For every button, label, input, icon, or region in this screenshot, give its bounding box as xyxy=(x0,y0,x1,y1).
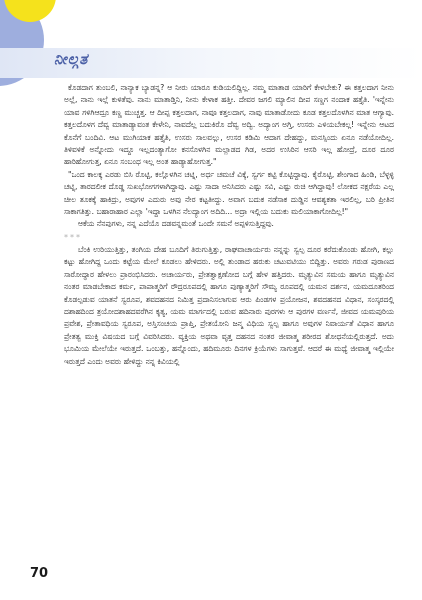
section-break: *** xyxy=(64,232,82,242)
body-section-before-break xyxy=(64,82,394,231)
body-paragraph: ಬೆಂಕಿ ಉರಿಯುತ್ತಿತ್ತು, ತಂಗಿಯ ದೇಹ ಬೂದಿಗೆ ತಿರುಗುತ್ತಿತ್ತು, ರಾಘವಾಚಾರ್ಯರು ನನ್ನನ್ನು ಸ್ವಲ್ಪ ದೂರ ಕರೆದುಕೊಂಡು ಹೋಗಿ, ಕಲ್ಲು ಕಟ್ಟು ಹೋಗಿದ್ದ ಒಂದು ಕಟ್ಟೆಯ ಮೇಲೆ ಕೂಡಲು ಹೇಳಿದರು. ಅಲ್ಲಿ ತುಂಡಾದ ಹರುಕು ಚಟುವಟಿಯು ಬಿದ್ದಿತ್ತು. ಅವರು ಗರುಡ ಪುರಾಣದ ಸಾರೋದ್ಧಾರ ಹೇಳಲು ಪ್ರಾರಂಭಿಸಿದರು. ಅಚಾರ್ಯರು, ಪ್ರೇತತ್ವಾಕ್ಷಣೋದ ಬಗ್ಗೆ ಹೇಳ ಹತ್ತಿದರು. ಮೃತ್ಯುವಿನ ಸಮಯ ಹಾಗೂ ಮೃತ್ಯುವಿನ ನಂತರ ಮಾಡಬೇಕಾದ ಕರ್ಮ, ಪಾಪಾತ್ಮರಿಗೆ ರೌದ್ರರೂಪದಲ್ಲಿ ಹಾಗೂ ಪುಣ್ಯಾತ್ಮರಿಗೆ ಸೌಮ್ಯ ರೂಪದಲ್ಲಿ ಯಮನ ದರ್ಶನ, ಯಮದೂತರಿಂದ ಕೊಡಲ್ಪಡುವ ಯಾತನೆ ಸ್ವರೂಪ, ಶವದಹನದ ನಿಮಿತ್ತ ಪ್ರದಾನಿಸಲಾಗುವ ಆರು ಪಿಂಡಗಳ ಪ್ರಯೋಜನ, ಶವದಹನದ ವಿಧಾನ, ಸಂಸ್ಕರದಲ್ಲಿ ದಶಾಹದಿಂದ ತ್ರಯೋದಶಾಹದವರೆಗಿನ ಕೃತ್ಯ, ಯಮ ಮಾರ್ಗದಲ್ಲಿ ಬರುವ ಹದಿನಾರು ಪುರಗಳು ಆ ಪುರಗಳ ವರ್ಣನೆ, ಜೀವದ ಯಮಪುರಿಯ ಪ್ರವೇಶ, ಪ್ರೇತಾವಧಿಯ ಸ್ವರೂಪ, ಅಸ್ತಿಸಂಚಯ ಪ್ರಾಪ್ತಿ, ಪ್ರೇತಯೋನಿ ಜನ್ಮ ವಿಧಿಯ ಸ್ವಲ್ಪ ಹಾಗೂ ಅವುಗಳ ನಿವಾರ್ಯತೆ ವಿಧಾನ ಹಾಗೂ ಪ್ರೇತತ್ವ ಮುಕ್ತಿ ವಿಷಯದ ಬಗ್ಗೆ ವಿವರಿಸಿದರು. ವ್ಯಕ್ತಿಯ ಅಥವಾ ವೃತ್ತ ದಹನದ ನಂತರ ಜೀವಾತ್ಮ ಶರೀರದ ಶೋಧನೆಯಲ್ಲಿರುತ್ತದೆ. ಅದು ಭೂಮಿಯ ಮೇಲೆಯೇ ಇರುತ್ತದೆ. ಒಂಬತ್ತು, ಹನ್ನೊಂದು, ಹದಿಮೂರು ದಿನಗಳ ಕ್ರಿಯೆಗಳು ಸಾಗುತ್ತವೆ. ಆದರೆ ಈ ಮಧ್ಯೆ ಜೀವಾತ್ಮ ಇಲ್ಲಿಯೇ ಇರುತ್ತದೆ ಎಂದು ಅವರು ಹೇಳಿದ್ದು ನನ್ನ ಕಿವಿಯಲ್ಲಿ xyxy=(64,244,394,366)
body-paragraph: "ಒಂದ ಕಾಲಕ್ಕ ಎರಡು ಬಿಸಿ ರೊಟ್ಟಿ, ಕಲ್ಲೊಳಗಿನ ಚಟ್ನಿ, ಅರ್ಧ ಚಮಚೆ ವಿಕ್ಕೆ, ಸ್ವರ್ಗ ಕಟ್ಟಿ ಕೊಟ್ಟಿದ್ದಾವು. ಕೈರೊಟ್ಟಿ, ಶೇಂಗಾದ ಹಿಂಡಿ, ಬೆಳ್ಳಳ್ಳಿ ಚಟ್ನಿ, ತಾರದಲೀಕ ದೊಡ್ಡ ಸುಖಭೋಗಗಳಾಗಿದ್ದಾವು. ಎಷ್ಟು ಸಾದಾ ಅನಿಸಿದರು ಎಷ್ಟು ಸವಿ, ಎಷ್ಟು ರುಚಿ ಆಗಿದ್ದಾವು! ಲೋಕದ ನಕ್ಷರೆಯ ಎಲ್ಲ ಚೀಲ ತೂಕಕ್ಕೆ ಹಾಕಿದ್ರು, ಅವುಗಳ ಎದುರು ಅವು ನೇರ ಕಟ್ಟತೀದ್ದು. ಅವಾಗ ಬದುಕ ನಡೆಸಾಕ ದುಡ್ಡಿನ ಆವಶ್ಯಕತಾ ಇರಲಿಲ್ಲ, ಬರಿ ಪ್ರೀತಿನ ಸಾಕಾಗತಿತ್ತು. ಬಹಾರಾಹಾರ ಎಲ್ಲಾ 'ಇದ್ದಾ ಒಳಗಿನ ನೆಲದ್ಯಾಂಗ ಅದಿದಿ... ಅದ್ರಾ ಇಲ್ಲಿಯ ಬದುಕು ಮಲಿಯಾಕಾಗೋದಿಲ್ಲ!" xyxy=(64,169,394,217)
body-paragraph: ಕೊಡದಾಗ ತುಂಬಲಿ, ನಾನ್ಯಾಕ ಬ್ಯಾಡನ್ನ? ಆ ನೀರು ಯಾರೂ ಕುಡಿಯಲಿದ್ದಿಲ್ಲ. ನಮ್ಮ ಮಾತಾಡ ಯಾರಿಗೆ ಕೇಳಬೇಕು? ಈ ಕತ್ತಲದಾಗ ನೀನು ಅಲ್ಲೆ, ನಾನು ಇಲ್ಲೆ ಕುಳಿತೆವು. ನಾನು ಮಾತಾಡ್ತಿನಿ, ನೀನು ಕೇಳಾಕ ಹತ್ತೀ. ದೇವರ ಜಗಲಿ ಮ್ಯಾಲಿನ ದೀಪ ಸಣ್ಣಗ ನಂದಾಕ ಹತ್ತೈತಿ. 'ಇನ್ನೇನು ಯಾವ ಗಳಿಗಿಆದ್ರೂ ಕಣ್ಣ ಮುಚ್ಚತ್ತ. ಆ ದೀಪ್ಪ ಕತ್ತಲದಾಗ, ನಾವೂ ಕತ್ತಲದಾಗ, ನಾವು ಮಾತಾಡೋದು ಕೂಡ ಕತ್ತಲದೊಳಗಿನ ಮಾತ ಆಗ್ಯಾವು. ಕತ್ತಲದೊಳಗ ದೆವ್ವ ಮಾತಾಡ್ಯಾವಂತ ಕೇಳೇನಿ, ನಾವದೆಲ್ಲ ಬದುಕಿರೊ ದೆವ್ವ ಅದ್ವಿ. ಅದ್ಯಾಂಗ ಅಗ್ತಿ, ಉಸರು ಎಳಿಯಬೇಕಲ್ಲ! ಇನ್ನೇನು ಆಟದ ಕೊನೆಗೆ ಬಂದಿವಿ. ಆಟ ಮುಗಿಯಾಕ ಹತ್ತೈತಿ, ಉಸರು ಸಾಲವಲ್ಲು, ಉಸರ ಕಡಿಮಿ ಆದಾಗ ದೇಹದ್ದು, ಮನಸ್ಸಿಂದು ಏನೂ ನಡೆಯೋದಿಲ್ಲ. ತಿಳಿವಳಿಕೆ ಅನ್ನೋದು ಇದ್ದೂ ಇಲ್ಲದಂತ್ಯಾಗೋ ಕನಸೊಳಗಿನ ಮಲ್ಲಾಡದ ಗಿಡ, ಅದರ ಉಸಿರಿನ ಆಸರಿ ಇಲ್ಲ ಹೋದ್ರೆ, ದೂರ ದೂರ ಹಾರಿಹೋಗುತ್ತ, ಏನೂ ಸಂಬಂಧ ಇಲ್ಲ ಅಂತ ಹಾಡ್ಯಾಹೋಗುತ್ತ." xyxy=(64,83,394,167)
page-number: 70 xyxy=(30,566,49,581)
page-body xyxy=(64,82,394,368)
body-section-after-break xyxy=(64,244,394,368)
running-header-title: ನೀಲ್ಗತ xyxy=(54,50,89,68)
body-paragraph: ಆಕೆಯ ನೆನಪುಗಳು, ನನ್ನ ಎದೆಯೊ ದಡವನ್ನಮಂತೆ ಒಂದೇ ಸಮನೆ ಅಪ್ಪಳಿಸುತ್ತಿದ್ದವು. xyxy=(78,219,274,229)
